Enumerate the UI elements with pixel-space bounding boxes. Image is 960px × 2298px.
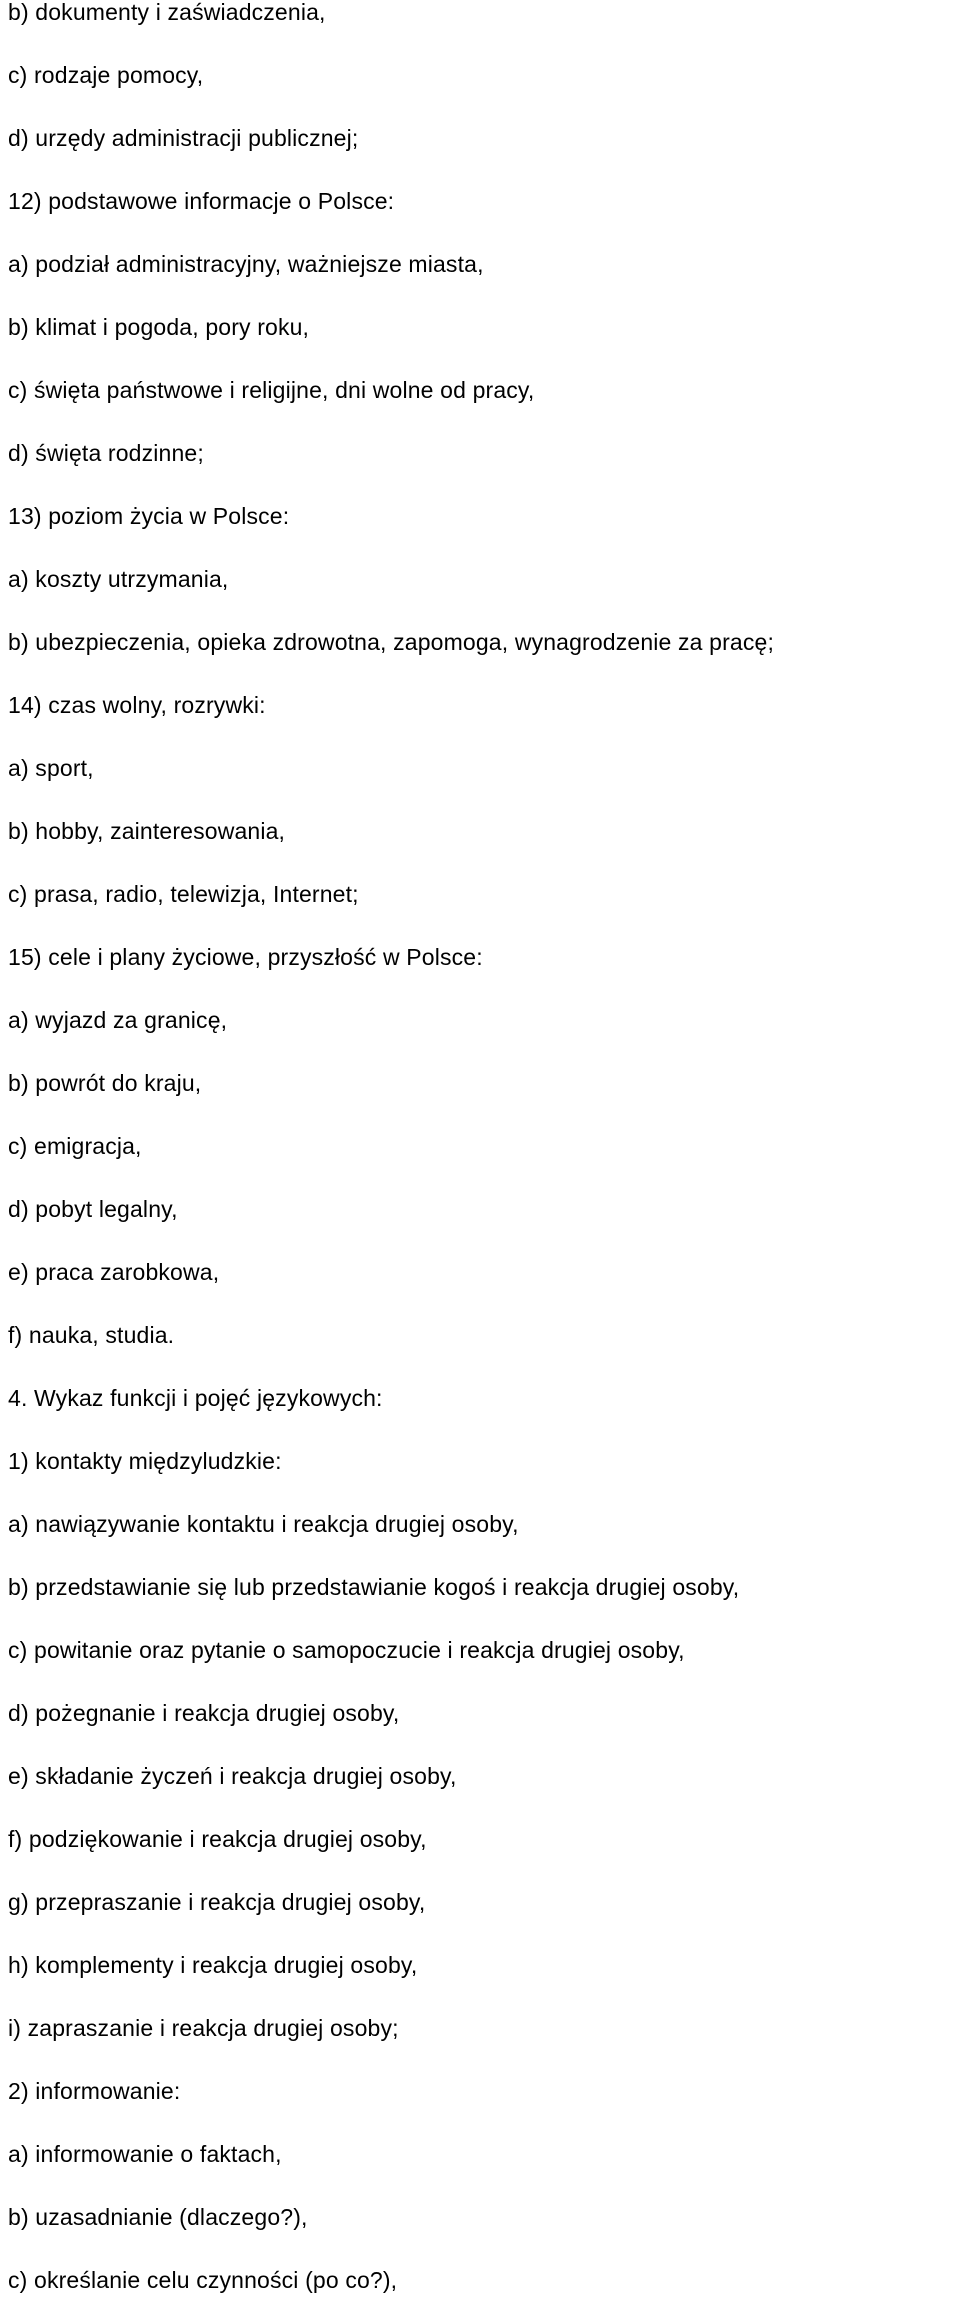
text-line: 15) cele i plany życiowe, przyszłość w Polsce: bbox=[8, 944, 483, 970]
text-line: d) pożegnanie i reakcja drugiej osoby, bbox=[8, 1700, 400, 1726]
text-line: a) koszty utrzymania, bbox=[8, 566, 229, 592]
text-line: a) wyjazd za granicę, bbox=[8, 1007, 228, 1033]
text-line: d) pobyt legalny, bbox=[8, 1196, 178, 1222]
text-line: b) hobby, zainteresowania, bbox=[8, 818, 286, 844]
text-line: 12) podstawowe informacje o Polsce: bbox=[8, 188, 395, 214]
text-line: 13) poziom życia w Polsce: bbox=[8, 503, 290, 529]
text-line: b) powrót do kraju, bbox=[8, 1070, 202, 1096]
text-line: e) praca zarobkowa, bbox=[8, 1259, 220, 1285]
text-line: a) informowanie o faktach, bbox=[8, 2141, 282, 2167]
text-line: c) powitanie oraz pytanie o samopoczucie i reakcja drugiej osoby, bbox=[8, 1637, 685, 1663]
text-line: c) określanie celu czynności (po co?), bbox=[8, 2267, 398, 2293]
text-line: i) zapraszanie i reakcja drugiej osoby; bbox=[8, 2015, 399, 2041]
text-line: b) uzasadnianie (dlaczego?), bbox=[8, 2204, 308, 2230]
text-line: c) święta państwowe i religijne, dni wolne od pracy, bbox=[8, 377, 535, 403]
text-line: b) ubezpieczenia, opieka zdrowotna, zapomoga, wynagrodzenie za pracę; bbox=[8, 629, 774, 655]
text-line: a) podział administracyjny, ważniejsze miasta, bbox=[8, 251, 484, 277]
text-line: a) sport, bbox=[8, 755, 94, 781]
text-line: a) nawiązywanie kontaktu i reakcja drugiej osoby, bbox=[8, 1511, 519, 1537]
text-line: d) urzędy administracji publicznej; bbox=[8, 125, 359, 151]
text-line: b) przedstawianie się lub przedstawianie kogoś i reakcja drugiej osoby, bbox=[8, 1574, 740, 1600]
text-line: g) przepraszanie i reakcja drugiej osoby, bbox=[8, 1889, 426, 1915]
text-line: c) rodzaje pomocy, bbox=[8, 62, 204, 88]
text-line: 14) czas wolny, rozrywki: bbox=[8, 692, 266, 718]
text-line: c) emigracja, bbox=[8, 1133, 142, 1159]
text-line: f) nauka, studia. bbox=[8, 1322, 175, 1348]
text-line: d) święta rodzinne; bbox=[8, 440, 204, 466]
text-line: b) klimat i pogoda, pory roku, bbox=[8, 314, 310, 340]
text-line: b) dokumenty i zaświadczenia, bbox=[8, 0, 326, 25]
text-line: 4. Wykaz funkcji i pojęć językowych: bbox=[8, 1385, 383, 1411]
text-line: 2) informowanie: bbox=[8, 2078, 181, 2104]
text-line: f) podziękowanie i reakcja drugiej osoby, bbox=[8, 1826, 427, 1852]
text-line: 1) kontakty międzyludzkie: bbox=[8, 1448, 282, 1474]
text-line: h) komplementy i reakcja drugiej osoby, bbox=[8, 1952, 418, 1978]
text-line: c) prasa, radio, telewizja, Internet; bbox=[8, 881, 359, 907]
text-line: e) składanie życzeń i reakcja drugiej osoby, bbox=[8, 1763, 457, 1789]
